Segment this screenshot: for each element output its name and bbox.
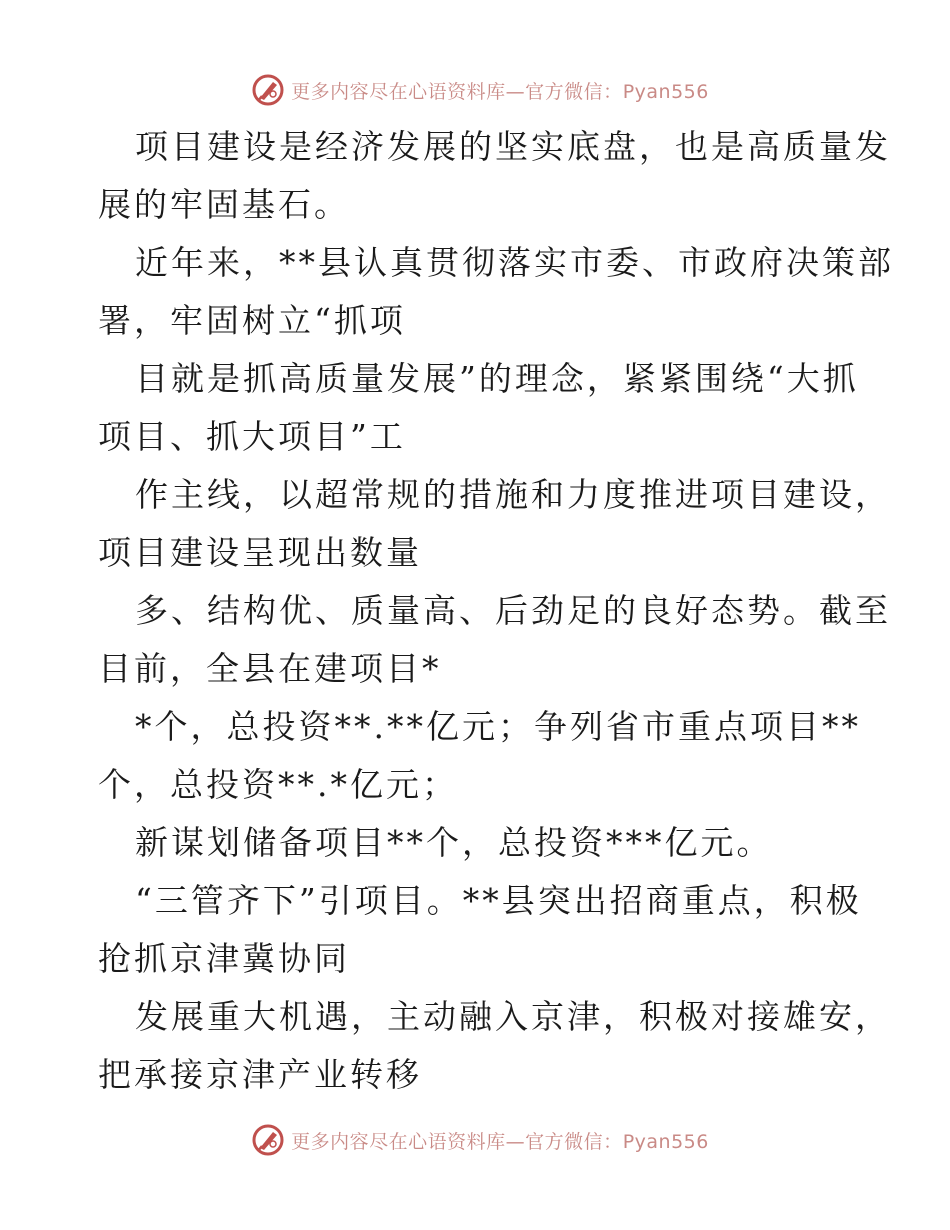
text-line: 新谋划储备项目**个，总投资***亿元。 <box>135 823 773 862</box>
text-line: 发展重大机遇，主动融入京津，积极对接雄安， <box>135 997 891 1036</box>
banner-wechat-label: 官方微信： <box>525 1130 623 1153</box>
text-line: 目就是抓高质量发展”的理念，紧紧围绕“大抓 <box>135 359 859 398</box>
footer-watermark-banner <box>0 1120 950 1160</box>
text-line: 展的牢固基石。 <box>98 185 350 224</box>
document-body <box>98 118 894 1104</box>
text-line: 项目、抓大项目”工 <box>98 417 406 456</box>
text-line: 作主线，以超常规的措施和力度推进项目建设， <box>135 475 891 514</box>
footer-banner-content <box>251 1123 709 1157</box>
text-line: 项目建设是经济发展的坚实底盘，也是高质量发 <box>135 127 891 166</box>
banner-slogan: 更多内容尽在心语资料库 <box>291 80 506 103</box>
text-line: 项目建设呈现出数量 <box>98 533 422 572</box>
header-watermark-banner <box>0 70 950 110</box>
text-line: 抢抓京津冀协同 <box>98 939 350 978</box>
text-line: 多、结构优、质量高、后劲足的良好态势。截至 <box>135 591 891 630</box>
banner-text <box>291 77 709 104</box>
banner-separator: — <box>505 1130 526 1153</box>
banner-text <box>291 1127 709 1154</box>
banner-wechat-label: 官方微信： <box>525 80 623 103</box>
banner-slogan: 更多内容尽在心语资料库 <box>291 1130 506 1153</box>
header-banner-content <box>251 73 709 107</box>
text-line: 近年来，**县认真贯彻落实市委、市政府决策部 <box>135 243 894 282</box>
banner-wechat-id: Pyan556 <box>622 1130 709 1153</box>
text-line: “三管齐下”引项目。**县突出招商重点，积极 <box>135 881 862 920</box>
text-line: 目前，全县在建项目* <box>98 649 442 688</box>
quill-circle-icon <box>251 73 285 107</box>
text-line: 署，牢固树立“抓项 <box>98 301 406 340</box>
banner-separator: — <box>505 80 526 103</box>
text-line: *个，总投资**.**亿元；争列省市重点项目** <box>135 707 861 746</box>
quill-circle-icon <box>251 1123 285 1157</box>
text-line: 把承接京津产业转移 <box>98 1055 422 1094</box>
text-line: 个，总投资**.*亿元； <box>98 765 458 804</box>
banner-wechat-id: Pyan556 <box>622 80 709 103</box>
